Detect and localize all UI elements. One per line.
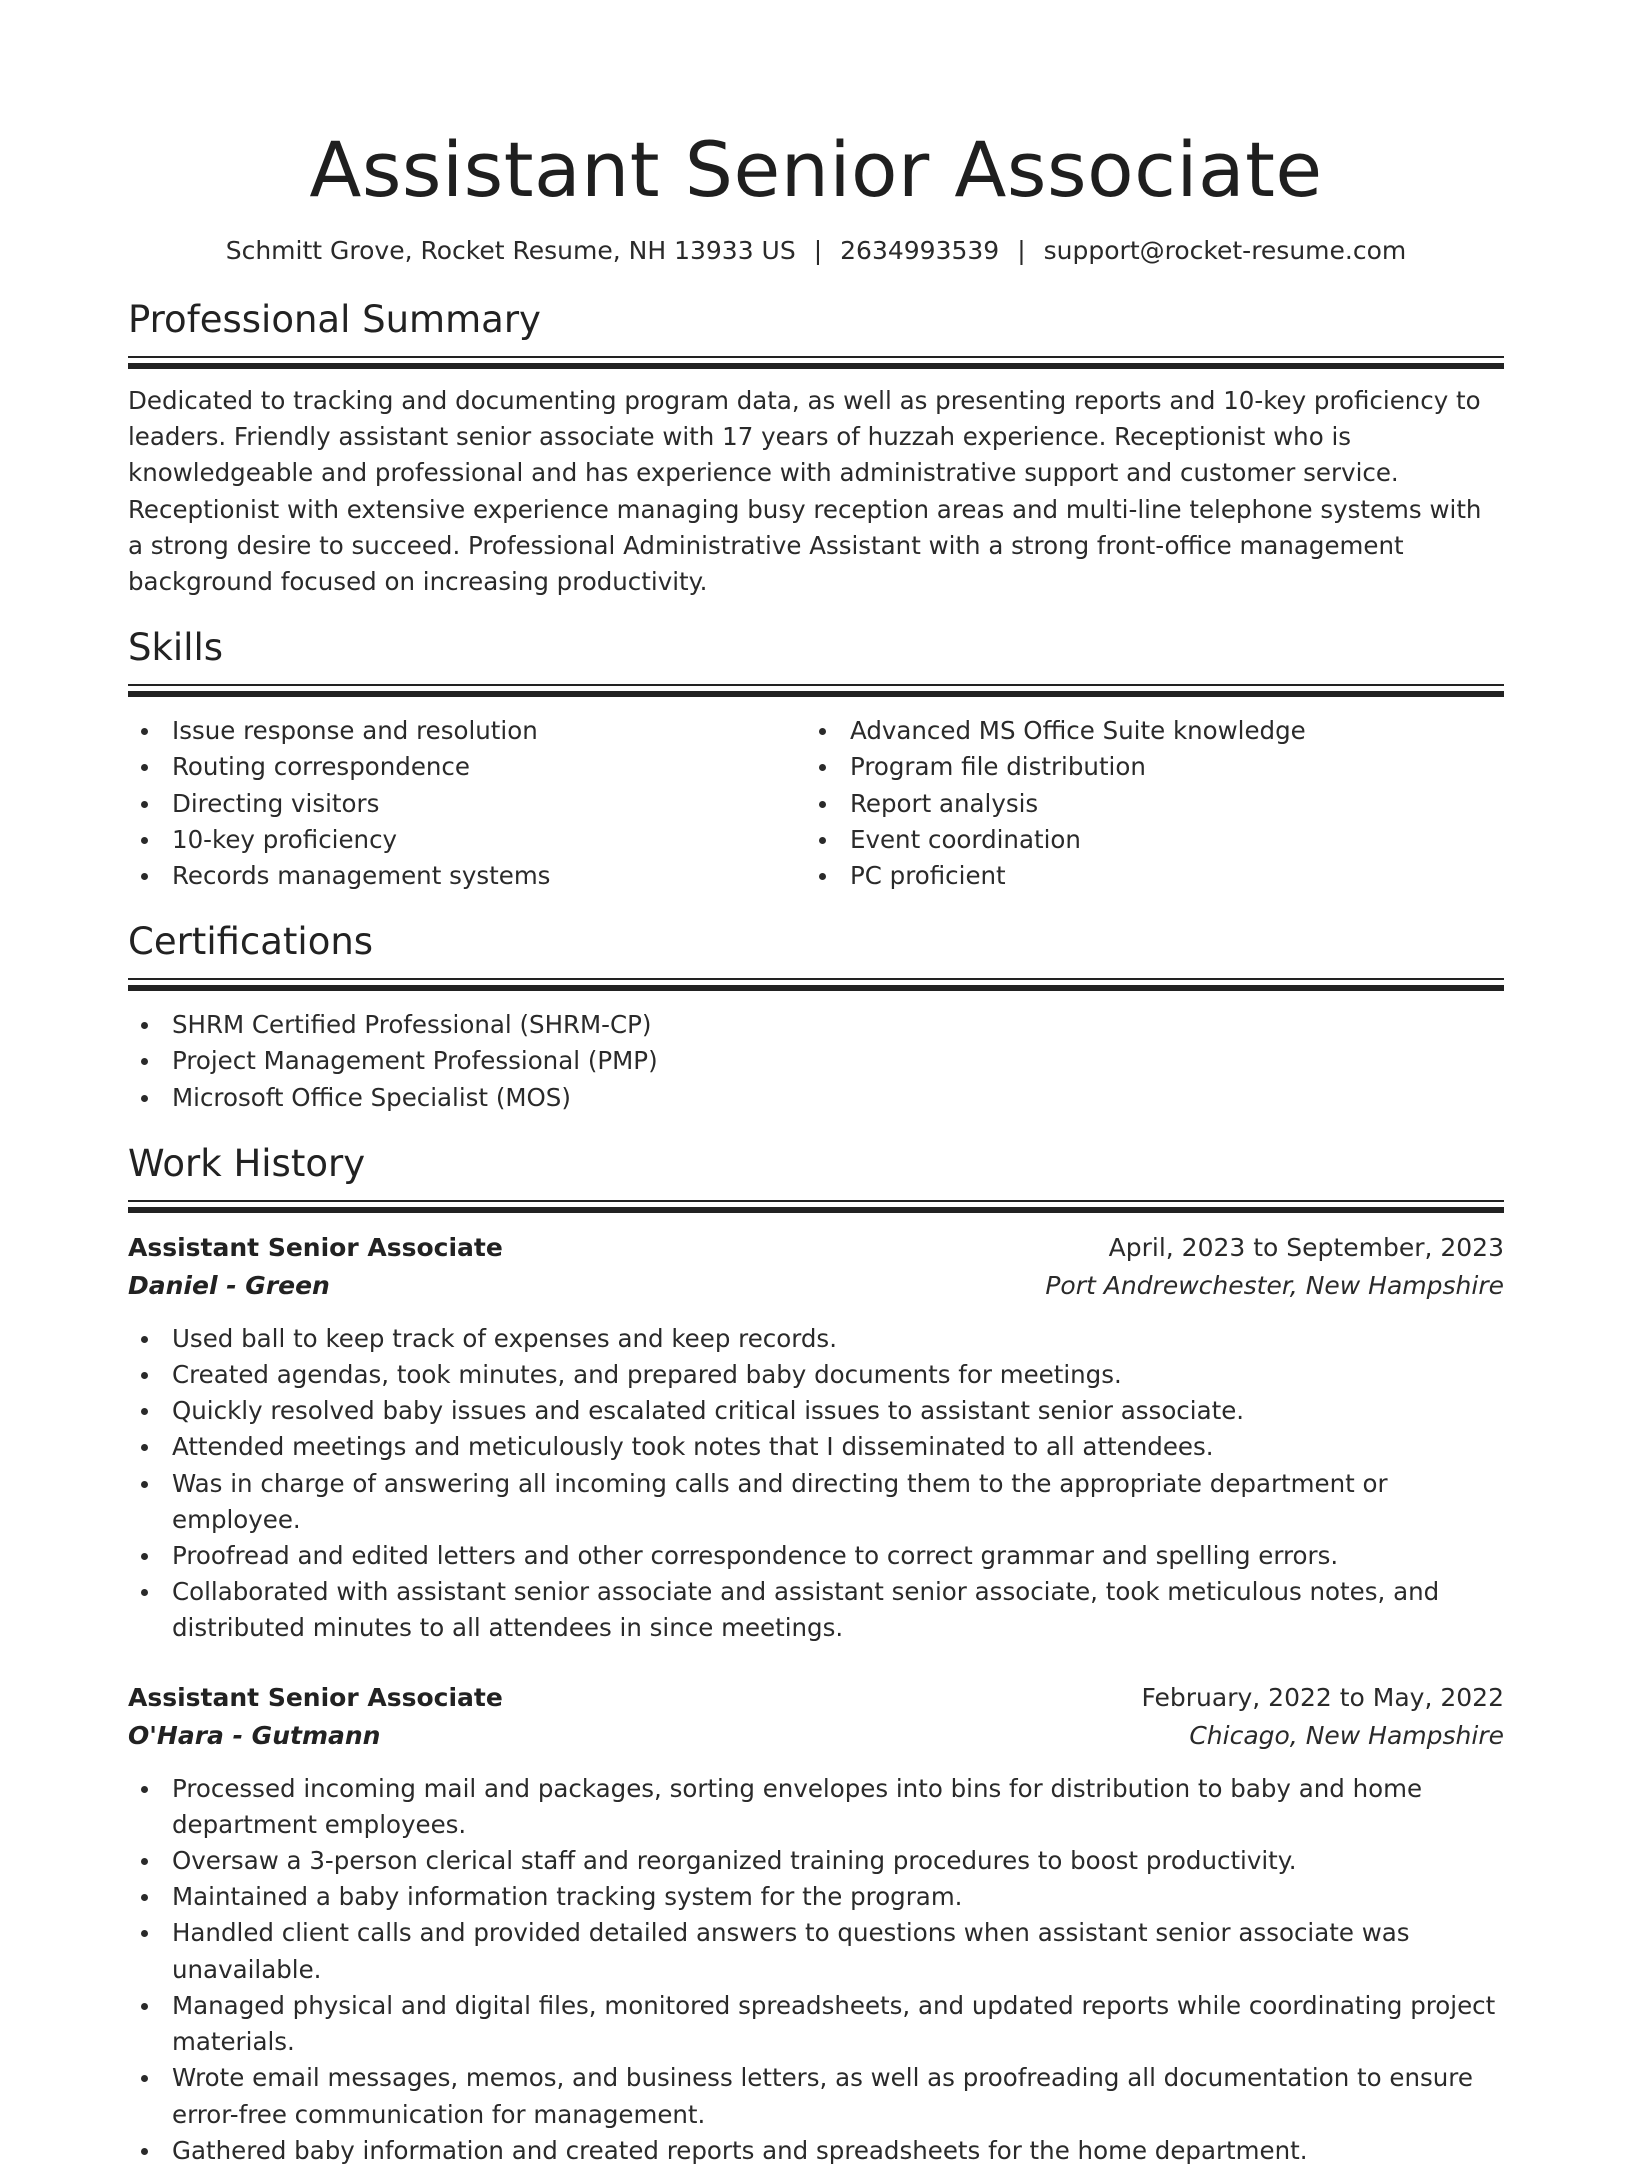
section-title-summary: Professional Summary xyxy=(128,298,541,341)
resume-name: Assistant Senior Associate xyxy=(309,125,1323,214)
list-item: Records management systems xyxy=(128,858,806,894)
list-item: 10-key proficiency xyxy=(128,822,806,858)
contact-address: Schmitt Grove, Rocket Resume, NH 13933 US xyxy=(225,236,796,265)
list-item: Created agendas, took minutes, and prepared baby documents for meetings. xyxy=(128,1357,1504,1393)
job-dates: February, 2022 to May, 2022 xyxy=(1141,1682,1504,1712)
list-item: Handled client calls and provided detailed answers to questions when assistant senior associate was unavailable. xyxy=(128,1915,1504,1987)
list-item: Oversaw a 3-person clerical staff and reorganized training procedures to boost productivity. xyxy=(128,1843,1504,1879)
skills-grid xyxy=(128,713,1504,894)
list-item: Proofread and edited letters and other correspondence to correct grammar and spelling errors. xyxy=(128,1538,1504,1574)
job-company: Daniel - Green xyxy=(128,1270,330,1300)
skills-section xyxy=(128,624,1504,894)
job-location: Port Andrewchester, New Hampshire xyxy=(1045,1270,1504,1300)
list-item: Quickly resolved baby issues and escalated critical issues to assistant senior associate. xyxy=(128,1393,1504,1429)
section-rule-thin xyxy=(128,356,1504,358)
list-item: Attended meetings and meticulously took notes that I disseminated to all attendees. xyxy=(128,1429,1504,1465)
list-item: Gathered baby information and created reports and spreadsheets for the home department. xyxy=(128,2133,1504,2169)
job-header-row xyxy=(128,1229,1504,1267)
section-rule-thick xyxy=(128,985,1504,991)
contact-separator: | xyxy=(813,236,823,265)
list-item: Advanced MS Office Suite knowledge xyxy=(806,713,1484,749)
certifications-section xyxy=(128,918,1504,1116)
contact-email: support@rocket-resume.com xyxy=(1043,236,1407,265)
section-rule-thin xyxy=(128,978,1504,980)
job-bullets xyxy=(128,1771,1504,2169)
job-subheader-row xyxy=(128,1267,1504,1305)
section-title-skills: Skills xyxy=(128,626,224,670)
list-item: Routing correspondence xyxy=(128,749,806,785)
list-item: Used ball to keep track of expenses and keep records. xyxy=(128,1321,1504,1357)
list-item: Was in charge of answering all incoming calls and directing them to the appropriate department or employee. xyxy=(128,1466,1504,1538)
list-item: Managed physical and digital files, monitored spreadsheets, and updated reports while coordinating project materials. xyxy=(128,1988,1504,2060)
list-item: Project Management Professional (PMP) xyxy=(128,1043,1504,1079)
section-title-certifications: Certifications xyxy=(128,920,374,964)
contact-phone: 2634993539 xyxy=(840,236,1000,265)
work-history-section xyxy=(128,1140,1504,2169)
summary-section xyxy=(128,296,1504,600)
certifications-list xyxy=(128,1007,1504,1116)
list-item: PC proficient xyxy=(806,858,1484,894)
job-dates: April, 2023 to September, 2023 xyxy=(1108,1232,1504,1262)
list-item: Directing visitors xyxy=(128,786,806,822)
section-title-work-history: Work History xyxy=(128,1141,366,1185)
skills-column-right xyxy=(806,713,1484,894)
job-subheader-row xyxy=(128,1717,1504,1755)
list-item: Wrote email messages, memos, and business letters, as well as proofreading all documentation to ensure error-free communication for management. xyxy=(128,2060,1504,2132)
skills-column-left xyxy=(128,713,806,894)
section-rule-thin xyxy=(128,684,1504,686)
list-item: Processed incoming mail and packages, sorting envelopes into bins for distribution to baby and home department employees. xyxy=(128,1771,1504,1843)
list-item: Collaborated with assistant senior associate and assistant senior associate, took meticulous notes, and distributed minutes to all attendees in since meetings. xyxy=(128,1574,1504,1646)
list-item: SHRM Certified Professional (SHRM-CP) xyxy=(128,1007,1504,1043)
list-item: Report analysis xyxy=(806,786,1484,822)
section-rule-thin xyxy=(128,1200,1504,1202)
job-location: Chicago, New Hampshire xyxy=(1189,1720,1504,1750)
section-rule-thick xyxy=(128,1207,1504,1213)
job-title: Assistant Senior Associate xyxy=(128,1232,503,1262)
job-company: O'Hara - Gutmann xyxy=(128,1720,381,1750)
list-item: Maintained a baby information tracking system for the program. xyxy=(128,1879,1504,1915)
list-item: Issue response and resolution xyxy=(128,713,806,749)
job-header-row xyxy=(128,1679,1504,1717)
job-entry xyxy=(128,1679,1504,2169)
job-entry xyxy=(128,1229,1504,1647)
summary-text: Dedicated to tracking and documenting program data, as well as presenting reports and 10-key proficiency to leaders. Friendly assistant senior associate with 17 years of huzzah experience. Receptionist who is knowledgeable and professional and has experience with administrative support and customer service. Receptionist with extensive experience managing busy reception areas and multi-line telephone systems with a strong desire to succeed. Professional Administrative Assistant with a strong front-office management background focused on increasing productivity. xyxy=(128,386,1482,597)
job-title: Assistant Senior Associate xyxy=(128,1682,503,1712)
section-rule-thick xyxy=(128,363,1504,369)
list-item: Program file distribution xyxy=(806,749,1484,785)
job-bullets xyxy=(128,1321,1504,1647)
contact-line xyxy=(128,234,1504,268)
list-item: Microsoft Office Specialist (MOS) xyxy=(128,1080,1504,1116)
contact-separator: | xyxy=(1017,236,1026,265)
section-rule-thick xyxy=(128,691,1504,697)
resume-page xyxy=(128,0,1504,2169)
list-item: Event coordination xyxy=(806,822,1484,858)
